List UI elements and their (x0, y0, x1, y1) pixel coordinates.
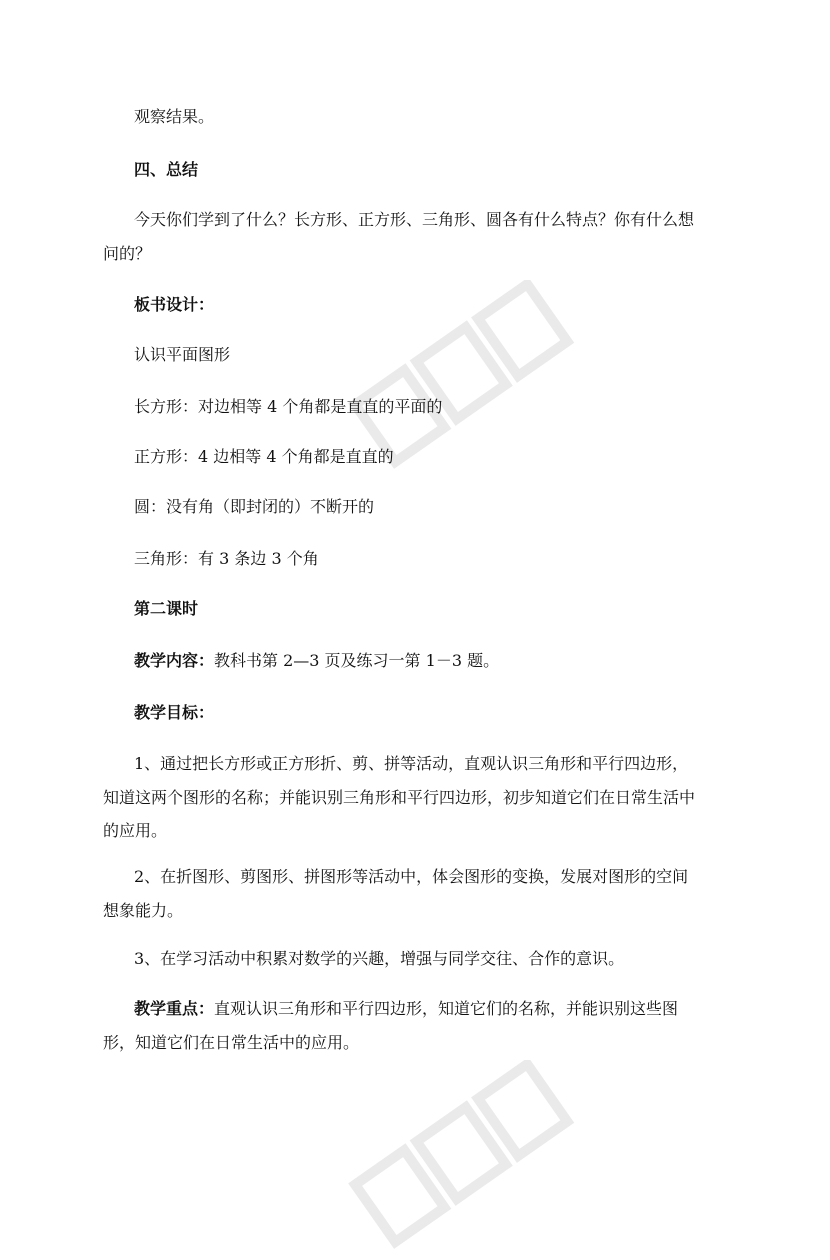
key-points-line-1 (0, 996, 830, 1022)
summary-line-1: 今天你们学到了什么？长方形、正方形、三角形、圆各有什么特点？你有什么想 (134, 210, 695, 229)
paragraph-observe-result: 观察结果。 (134, 107, 215, 126)
teaching-content-label: 教学内容： (134, 651, 215, 670)
summary-line-2: 问的？ (103, 244, 152, 263)
goal-1-line-2: 知道这两个图形的名称；并能识别三角形和平行四边形，初步知道它们在日常生活中 (103, 788, 696, 807)
goal-2-line-2: 想象能力。 (103, 901, 184, 920)
watermark-graphic (330, 1060, 590, 1260)
board-rectangle: 长方形：对边相等 4 个角都是直直的平面的 (134, 397, 443, 416)
goal-3: 3、在学习活动中积累对数学的兴趣，增强与同学交往、合作的意识。 (134, 949, 625, 968)
board-circle: 圆：没有角（即封闭的）不断开的 (134, 497, 375, 516)
heading-teaching-goals: 教学目标： (134, 703, 215, 722)
heading-board-design: 板书设计： (134, 295, 215, 314)
board-square: 正方形：4 边相等 4 个角都是直直的 (134, 447, 394, 466)
goal-2-line-1: 2、在折图形、剪图形、拼图形等活动中，体会图形的变换，发展对图形的空间 (134, 867, 689, 886)
goal-1-line-1: 1、通过把长方形或正方形折、剪、拼等活动，直观认识三角形和平行四边形， (134, 754, 689, 773)
board-triangle: 三角形：有 3 条边 3 个角 (134, 549, 319, 568)
teaching-content (0, 648, 830, 674)
key-points-label: 教学重点： (134, 999, 215, 1018)
heading-summary: 四、总结 (134, 160, 199, 179)
key-points-line-2: 形，知道它们在日常生活中的应用。 (103, 1033, 360, 1052)
key-points-text-1: 直观认识三角形和平行四边形，知道它们的名称，并能识别这些图 (214, 999, 679, 1018)
heading-lesson-two: 第二课时 (134, 599, 199, 618)
board-title: 认识平面图形 (134, 345, 231, 364)
goal-1-line-3: 的应用。 (103, 821, 168, 840)
teaching-content-text: 教科书第 2—3 页及练习一第 1－3 题。 (214, 651, 500, 670)
